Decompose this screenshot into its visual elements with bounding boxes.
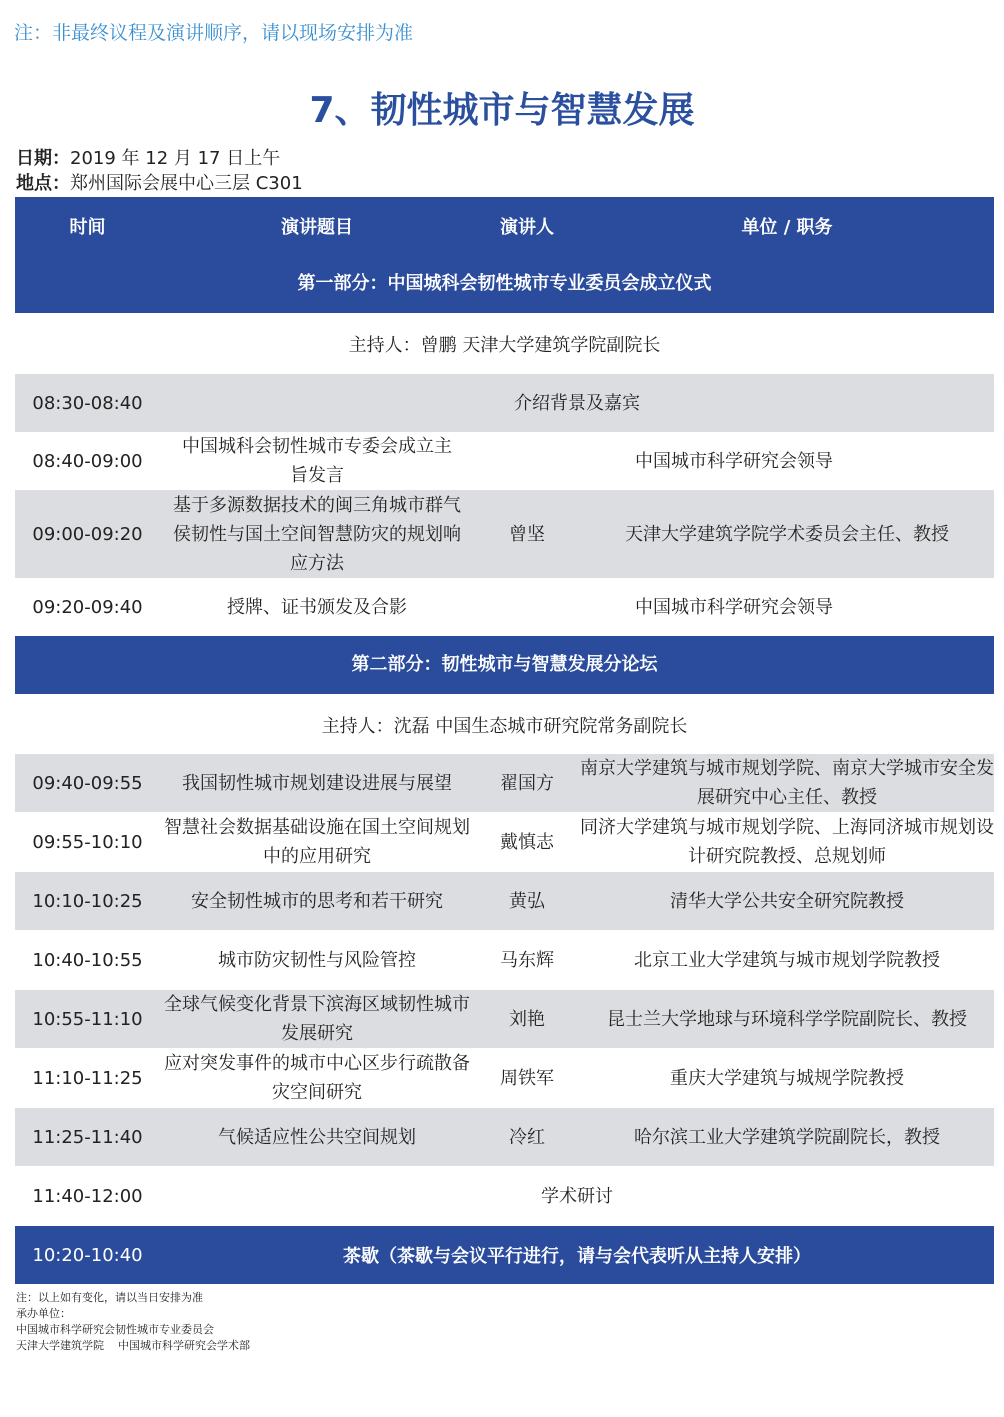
place-line: [16, 169, 303, 195]
row-topic: 智慧社会数据基础设施在国土空间规划中的应用研究: [164, 817, 470, 867]
table-row: [15, 931, 994, 989]
row-time: 11:10-11:25: [32, 1067, 143, 1089]
row-time: 09:55-10:10: [32, 831, 143, 853]
tea-break-band: [15, 1226, 994, 1284]
row-org: 北京工业大学建筑与城市规划学院教授: [634, 949, 940, 971]
row-topic: 我国韧性城市规划建设进展与展望: [182, 772, 452, 794]
place-value: 郑州国际会展中心三层 C301: [70, 173, 303, 194]
table-row: [15, 1049, 994, 1107]
header-topic: 演讲题目: [281, 217, 353, 238]
row-speaker: 刘艳: [509, 1008, 545, 1030]
row-topic: 全球气候变化背景下滨海区域韧性城市发展研究: [164, 994, 470, 1044]
row-time: 10:40-10:55: [32, 949, 143, 971]
tea-text: 茶歇（茶歇与会议平行进行，请与会代表听从主持人安排）: [343, 1246, 811, 1267]
part2-band: [15, 636, 994, 694]
row-speaker: 翟国方: [500, 772, 554, 794]
row-time: 10:55-11:10: [32, 1008, 143, 1030]
table-row: [15, 813, 994, 871]
footer-line: 中国城市科学研究会韧性城市专业委员会: [16, 1323, 214, 1336]
row-time: 09:40-09:55: [32, 772, 143, 794]
row-org: 中国城市科学研究会领导: [635, 596, 833, 618]
row-speaker: 马东辉: [500, 949, 554, 971]
tea-time: 10:20-10:40: [32, 1244, 143, 1266]
part1-title: 第一部分：中国城科会韧性城市专业委员会成立仪式: [297, 273, 712, 294]
row-time: 09:20-09:40: [32, 596, 143, 618]
footer-line: 承办单位：: [16, 1307, 71, 1320]
row-time: 11:25-11:40: [32, 1126, 143, 1148]
table-row: [15, 490, 994, 578]
part2-host: 主持人：沈磊 中国生态城市研究院常务副院长: [321, 716, 688, 737]
row-topic: 城市防灾韧性与风险管控: [218, 949, 416, 971]
header-time: 时间: [69, 217, 106, 238]
place-label: 地点：: [16, 173, 70, 194]
row-topic: 基于多源数据技术的闽三角城市群气侯韧性与国土空间智慧防灾的规划响应方法: [173, 494, 461, 574]
date-label: 日期：: [16, 148, 70, 169]
row-text: 介绍背景及嘉宾: [514, 392, 640, 414]
row-org: 同济大学建筑与城市规划学院、上海同济城市规划设计研究院教授、总规划师: [580, 817, 994, 867]
row-org: 南京大学建筑与城市规划学院、南京大学城市安全发展研究中心主任、教授: [580, 758, 994, 808]
footer-line: 注：以上如有变化，请以当日安排为准: [16, 1291, 203, 1304]
row-org: 昆士兰大学地球与环境科学学院副院长、教授: [607, 1008, 967, 1030]
row-topic: 中国城科会韧性城市专委会成立主旨发言: [182, 436, 452, 486]
table-row: [15, 432, 994, 490]
footer-notes: [16, 1290, 250, 1354]
row-speaker: 戴慎志: [500, 831, 554, 853]
table-row: [15, 578, 994, 636]
footer-line: 天津大学建筑学院 中国城市科学研究会学术部: [16, 1339, 250, 1352]
row-time: 08:40-09:00: [32, 450, 143, 472]
row-topic: 安全韧性城市的思考和若干研究: [191, 890, 443, 912]
row-topic: 气候适应性公共空间规划: [218, 1126, 416, 1148]
date-value: 2019 年 12 月 17 日上午: [70, 148, 281, 169]
table-row: [15, 754, 994, 812]
row-org: 重庆大学建筑与城规学院教授: [670, 1067, 904, 1089]
row-time: 11:40-12:00: [32, 1185, 143, 1207]
header-speaker: 演讲人: [500, 217, 554, 238]
row-speaker: 冷红: [509, 1126, 545, 1148]
row-org: 哈尔滨工业大学建筑学院副院长，教授: [634, 1126, 940, 1148]
row-time: 10:10-10:25: [32, 890, 143, 912]
top-note: 注：非最终议程及演讲顺序，请以现场安排为准: [14, 22, 414, 44]
row-speaker: 黄弘: [509, 890, 545, 912]
header-org: 单位 / 职务: [741, 217, 833, 238]
row-text: 学术研讨: [541, 1185, 613, 1207]
table-row: [15, 872, 994, 930]
table-row: [15, 990, 994, 1048]
row-org: 天津大学建筑学院学术委员会主任、教授: [625, 523, 949, 545]
table-row: [15, 1167, 994, 1225]
row-speaker: 曾坚: [509, 523, 545, 545]
row-topic: 应对突发事件的城市中心区步行疏散备灾空间研究: [164, 1053, 470, 1103]
part1-host: 主持人：曾鹏 天津大学建筑学院副院长: [348, 335, 661, 356]
table-header: [15, 197, 994, 255]
row-speaker: 周铁军: [500, 1067, 554, 1089]
row-time: 09:00-09:20: [32, 523, 143, 545]
part2-title: 第二部分：韧性城市与智慧发展分论坛: [351, 654, 658, 675]
row-time: 08:30-08:40: [32, 392, 143, 414]
row-topic: 授牌、证书颁发及合影: [227, 596, 407, 618]
page-title: 7、韧性城市与智慧发展: [309, 90, 695, 131]
row-org: 清华大学公共安全研究院教授: [670, 890, 904, 912]
table-row: [15, 1108, 994, 1166]
date-line: [16, 144, 280, 170]
table-row: [15, 374, 994, 432]
row-org: 中国城市科学研究会领导: [635, 450, 833, 472]
table-header-band: [15, 197, 994, 313]
